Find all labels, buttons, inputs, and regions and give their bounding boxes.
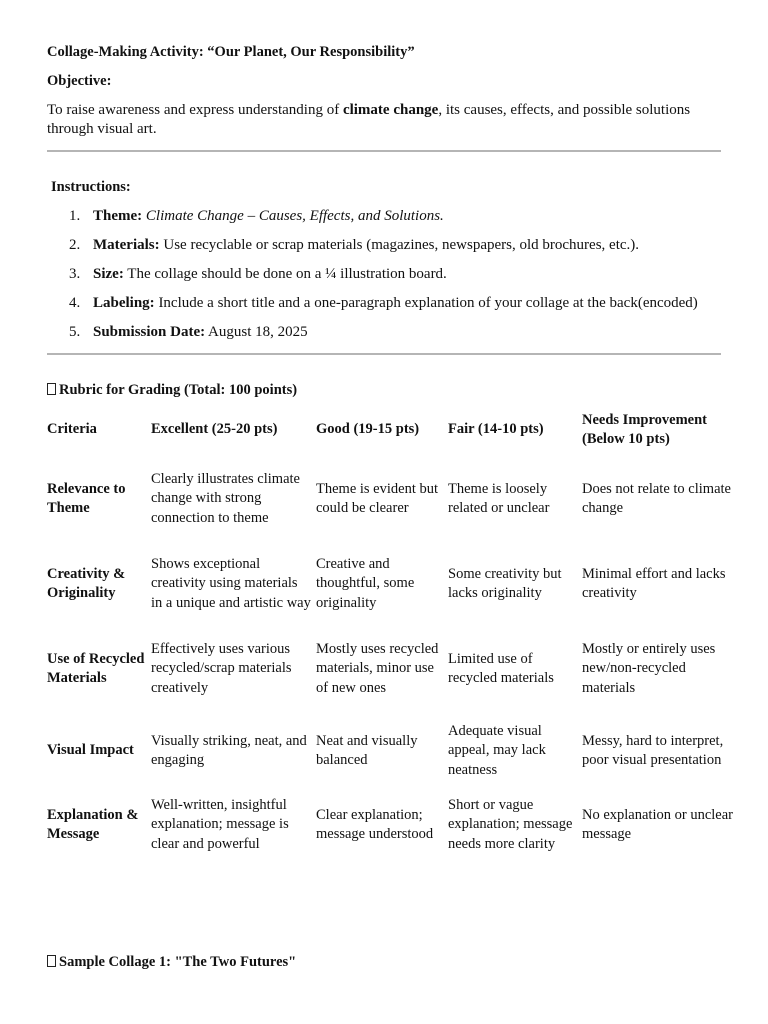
table-cell: Mostly or entirely uses new/non-recycled materials [582,640,716,696]
document-title: Collage-Making Activity: “Our Planet, Our Responsibility” [47,44,415,60]
sample-collage-heading-text: Sample Collage 1: "The Two Futures" [59,954,297,970]
rubric-heading-text: Rubric for Grading (Total: 100 points) [59,382,298,398]
table-cell: Clear explanation; message understood [316,806,434,842]
instruction-text: Use recyclable or scrap materials (magazines, newspapers, old brochures, etc.). [159,237,640,253]
instruction-label: Size: [93,266,124,282]
instruction-label: Submission Date: [93,324,206,340]
objective-text-start: To raise awareness and express understanding of [47,102,343,118]
objective-text-end: , its causes, effects, and possible solutions through visual art. [47,102,691,137]
criteria-cell: Explanation & Message [47,806,139,842]
instruction-number: 2. [69,237,81,253]
instruction-text: Include a short title and a one-paragraph explanation of your collage at the back(encoded) [154,295,698,311]
rubric-heading [47,381,297,400]
rubric-row [45,788,735,862]
objective-heading: Objective: [47,73,112,89]
criteria-cell: Creativity & Originality [47,565,126,601]
section-divider [47,353,721,355]
column-header: Good (19-15 pts) [316,421,420,438]
table-cell: Neat and visually balanced [316,732,418,768]
criteria-cell: Visual Impact [47,742,134,759]
instruction-number: 4. [69,295,81,311]
table-cell: Messy, hard to interpret, poor visual presentation [582,732,724,768]
column-header: Excellent (25-20 pts) [151,421,278,438]
rubric-table [45,406,735,862]
column-header: Fair (14-10 pts) [448,421,544,438]
missing-glyph-icon [47,955,56,967]
criteria-cell: Relevance to Theme [47,480,126,516]
section-divider [47,150,721,152]
column-header: Criteria [47,421,97,438]
objective-text [47,101,727,139]
instruction-text: August 18, 2025 [205,324,308,340]
missing-glyph-icon [47,383,56,395]
instruction-label: Theme: [93,208,143,224]
rubric-row [45,544,735,624]
table-cell: Limited use of recycled materials [448,650,554,686]
table-cell: Mostly uses recycled materials, minor use of new ones [316,640,439,696]
instruction-label: Materials: [93,237,160,253]
table-cell: Visually striking, neat, and engaging [151,732,307,768]
instruction-label: Labeling: [93,295,155,311]
instruction-body [93,294,698,313]
instruction-body [93,265,447,284]
objective-text-bold: climate change [342,102,439,118]
instruction-number: 1. [69,208,81,224]
table-cell: Theme is evident but could be clearer [316,480,439,516]
instruction-body [93,236,639,255]
table-cell: Adequate visual appeal, may lack neatness [448,722,546,778]
sample-collage-heading [47,953,296,972]
rubric-header-row [45,406,735,454]
table-cell: Short or vague explanation; message needs more clarity [448,796,573,852]
table-cell: Shows exceptional creativity using materials in a unique and artistic way [151,555,311,611]
table-cell: Clearly illustrates climate change with strong connection to theme [151,470,300,526]
rubric-row [45,454,735,544]
instruction-text: The collage should be done on a ¼ illustration board. [123,266,447,282]
instruction-body [93,323,308,342]
table-cell: Theme is loosely related or unclear [448,480,550,516]
column-header: Needs Improvement (Below 10 pts) [582,411,707,447]
instruction-number: 3. [69,266,81,282]
criteria-cell: Use of Recycled Materials [47,650,145,686]
table-cell: Effectively uses various recycled/scrap materials creatively [151,640,292,696]
table-cell: No explanation or unclear message [582,806,733,842]
rubric-row [45,714,735,788]
rubric-row [45,624,735,714]
instruction-body [93,207,444,226]
table-cell: Minimal effort and lacks creativity [582,565,726,601]
instructions-heading: Instructions: [51,179,131,195]
table-cell: Does not relate to climate change [582,480,731,516]
instruction-text: Climate Change – Causes, Effects, and Solutions. [142,208,444,224]
instruction-number: 5. [69,324,81,340]
table-cell: Well-written, insightful explanation; message is clear and powerful [151,796,289,852]
table-cell: Some creativity but lacks originality [448,565,562,601]
table-cell: Creative and thoughtful, some originality [316,555,415,611]
